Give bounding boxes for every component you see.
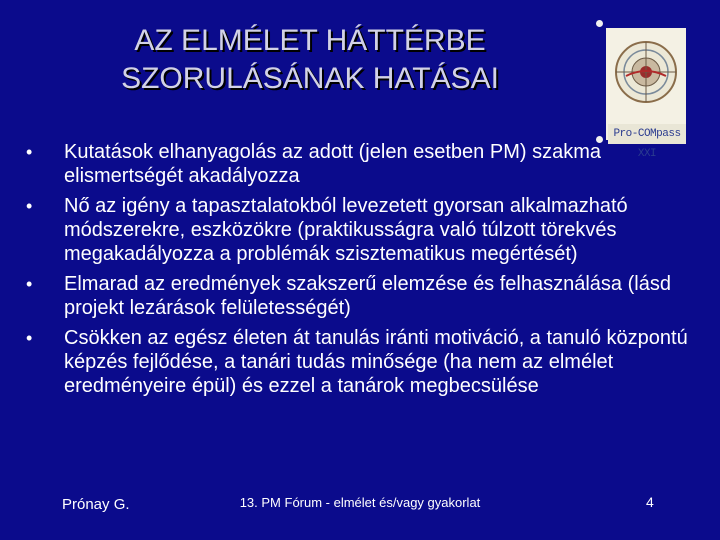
bullet-text: Nő az igény a tapasztalatokból levezetett gyorsan alkalmazható módszerekre, eszközökre (praktikusságra való túlzott törekvés megakadályozza a problémák szisztematikus megértését): [64, 195, 628, 265]
bullet-item: [20, 194, 700, 266]
bullet-text: Kutatások elhanyagolás az adott (jelen esetben PM) szakma elismertségét akadályozza: [64, 141, 601, 187]
bullet-item: [20, 140, 700, 188]
bullet-list: [20, 140, 700, 404]
pro-compass-logo: [596, 20, 690, 160]
bullet-marker: •: [26, 328, 33, 348]
bullet-marker: •: [26, 274, 33, 294]
logo-label: Pro-COMpass XXI: [608, 124, 686, 144]
bullet-item: [20, 326, 700, 398]
footer-author: Prónay G.: [62, 496, 130, 513]
slide-title: AZ ELMÉLET HÁTTÉRBE SZORULÁSÁNAK HATÁSAI: [121, 24, 499, 95]
bullet-item: [20, 272, 700, 320]
bullet-marker: •: [26, 196, 33, 216]
compass-dial-icon: [614, 36, 678, 108]
page-number: 4: [646, 494, 654, 510]
footer-event: 13. PM Fórum - elmélet és/vagy gyakorlat: [239, 495, 481, 510]
bullet-marker: •: [26, 142, 33, 162]
bullet-text: Elmarad az eredmények szakszerű elemzése és felhasználása (lásd projekt lezárások felületességét): [64, 273, 671, 319]
logo-corner-dot: [596, 20, 603, 27]
bullet-text: Csökken az egész életen át tanulás iránti motiváció, a tanuló központú képzés fejlődése, a tanári tudás minősége (ha nem az elmélet eredményeire épül) és ezzel a tanárok megbecsülése: [64, 327, 688, 397]
